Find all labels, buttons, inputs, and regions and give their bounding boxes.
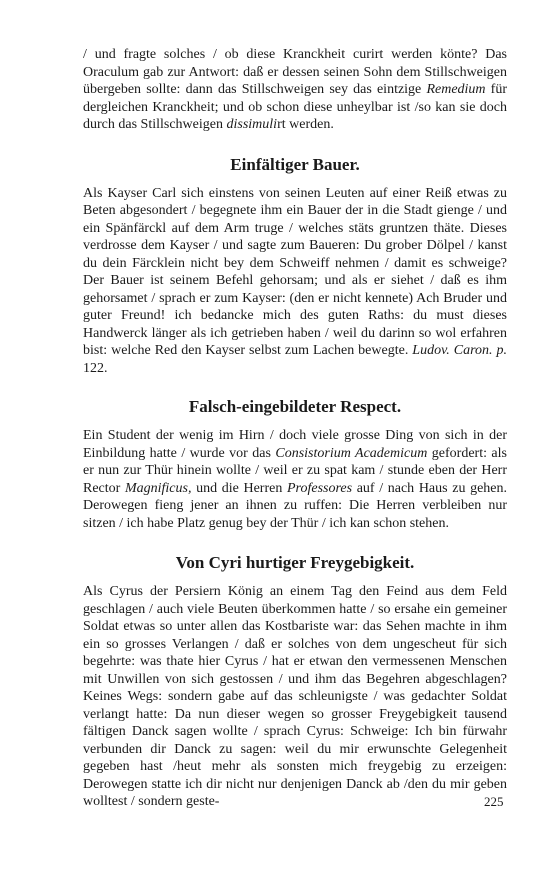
text-run: auf / nach Haus zu gehen. Derowegen fieng jener an ihnen zu ruffen: Die Herren verbleiben nur sitzen / ich habe Platz genug bey der Thür / ich kan schon stehen.: [83, 480, 508, 531]
text-run: Ein Student der wenig im Hirn / doch viele grosse Ding von sich in der Einbildung hatte / wurde vor das: [83, 428, 507, 461]
text-run: 122.: [83, 360, 108, 376]
text-run: gefordert: als er nun zur Thür hinein wollte / weil er zu spat kam / stunde eben der Herr Rector: [83, 445, 507, 496]
text-column: [83, 46, 507, 811]
italic-run: Ludov. Caron. p.: [412, 343, 507, 358]
section-title-falsch-eingebildeter-respect: Falsch-eingebildeter Respect.: [188, 397, 402, 416]
page-number: 225: [484, 794, 504, 809]
section-paragraph-von-cyri-hurtiger-freygebigkeit: [83, 583, 507, 811]
text-run: für dergleichen Kranckheit; und ob schon diese unheylbar ist /so kan sie doch durch das Stillschweigen: [83, 82, 508, 132]
text-run: Als Cyrus der Persiern König an einem Tag den Feind aus dem Feld geschlagen / auch viele Beuten überkommen hatte / so ersahe ein gemeiner Soldat etwas so unter allen das Kostbariste war: das Sehen machte in ihm ein so grosses Verlangen / daß er solches von dem ungescheut für sich begehrte: was thate hier Cyrus / hat er etwan den vermessenen Menschen mit Unwillen von sich gestossen / und ihm das Begehren abgeschlagen? Keines Wegs: sondern gabe auf das schleunigste / was gedachter Soldat verlangt hatte: Da nun dieser wegen so grosser Freygebigkeit tausend fältigen Danck sagen wollte / sprach Cyrus: Schweige: Ich bin fürwahr verbunden dir Danck zu sagen: weil du mir erwunschte Gelegenheit gegeben hast /heut mehr als sonsten mich freygebig zu erzeigen: Derowegen statte ich dir nicht nur denjenigen Danck ab /den du mir geben wolltest / sondern geste-: [83, 584, 507, 809]
italic-run: dissimuli: [226, 117, 278, 132]
section-paragraph-einfaeltiger-bauer: [83, 185, 507, 378]
section-paragraph-falsch-eingebildeter-respect: [83, 427, 507, 532]
italic-run: Consistorium Academicum: [275, 445, 428, 461]
section-title-von-cyri-hurtiger-freygebigkeit: Von Cyri hurtiger Freygebigkeit.: [175, 553, 415, 572]
text-run: Als Kayser Carl sich einstens von seinen Leuten auf einer Reiß etwas zu Beten abgesondert / begegnete ihm ein Bauer der in die Stadt gienge / und ein Spänfärckl auf dem Arm truge / welches stäts gruntzen thäte. Dieses verdrosse dem Kayser / und sagte zum Baueren: Du grober Dölpel / kanst du dein Färcklein nicht bey dem Schweiff nehmen / damit es schweige? Der Bauer ist seinem Befehl gehorsam; und als er siehet / daß es ihm gehorsamet / sprach er zum Kayser: (den er nicht kennete) Ach Bruder und guter Freund! ich bedancke mich des guten Raths: du must dieses Handwerck länger als ich getrieben haben / weil du darinn so wol erfahren bist: welche Red den Kayser selbst zum Lachen bewegte.: [83, 185, 507, 358]
text-run: / und fragte solches / ob diese Kranckheit curirt werden könte? Das Oraculum gab zur Antwort: daß er dessen seinen Sohn dem Stillschweigen übergeben sollte: dann das Stillschweigen sey das eintzige: [83, 47, 507, 97]
text-run: rt werden.: [277, 117, 334, 132]
italic-run: Remedium: [426, 82, 486, 97]
italic-run: Professores: [287, 480, 353, 496]
intro-paragraph: [83, 46, 507, 134]
text-run: und die Herren: [191, 480, 287, 496]
italic-run: Magnificus,: [124, 480, 192, 496]
section-title-einfaeltiger-bauer: Einfältiger Bauer.: [230, 154, 360, 174]
